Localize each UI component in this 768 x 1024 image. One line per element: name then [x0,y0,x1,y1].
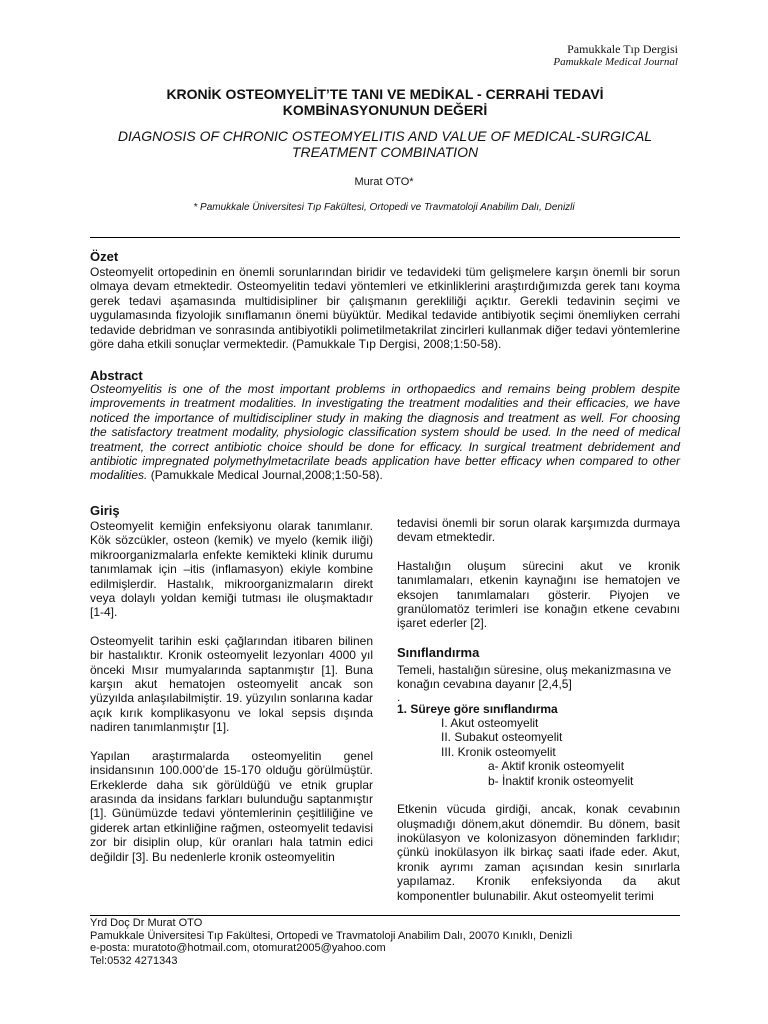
right-column [397,516,680,903]
journal-name-en: Pamukkale Medical Journal [553,56,678,68]
abstract-text [90,382,680,483]
abstract-heading: Abstract [90,368,143,383]
giris-paragraph-1: Osteomyelit kemiğin enfeksiyonu olarak tanımlanır. Kök sözcükler, osteon (kemik) ve myelo (kemik iliği) mikroorganizmalarla enfekte kemikteki klinik durumu tanımlamak için –itis (inflamasyon) ekiyle kombine edilmişlerdir. Hastalık, mikroorganizmaların direkt veya dolaylı yoldan kemiği tutması ile oluşmaktadır [1-4]. [90,519,373,620]
list-subitem: b- İnaktif kronik osteomyelit [488,773,634,788]
siniflandirma-paragraph: Etkenin vücuda girdiği, ancak, konak cevabının oluşmadığı dönem,akut dönemdir. Bu dönem, basit inokülasyon ve kolonizasyon döneminden farklıdır; çünkü inokülasyon ilk birkaç saati ifade eder. Akut, kronik ayrımı zaman açısından kesin sınırlarla yapılamaz. Kronik enfeksiyonda da akut komponentler bulunabilir. Akut osteomyelit terimi [397,802,680,903]
list-item: I. Akut osteomyelit [441,716,539,731]
footer-address: Pamukkale Üniversitesi Tıp Fakültesi, Ortopedi ve Travmatoloji Anabilim Dalı, 20070 Kınıklı, Denizli [90,929,573,942]
left-column [90,519,373,878]
siniflandirma-heading: Sınıflandırma [397,644,480,660]
siniflandirma-intro: Temeli, hastalığın süresine, oluş mekanizmasına ve konağın cevabına dayanır [2,4,5] [397,662,672,692]
ozet-text: Osteomyelit ortopedinin en önemli sorunlarından biridir ve tedavideki tüm gelişmelere karşın önemli bir sorun olmaya devam etmektedir. Osteomyelitin tedavi yöntemleri ve etkinliklerini araştırdığımızda gerek tanı koyma gerek tedavi aşamasında multidisipliner bir çalışmanın gerekliliği açıktır. Gerekli tedavinin seçimi ve uygulamasında fizyolojik sınıflamanın önemi büyüktür. Medikal tedavide antibiyotik seçimi önemliyken cerrahi tedavide debridman ve sonrasında antibiyotikli polimetilmetakrilat zincirleri kullanmak diğer tedavi yöntemlerine göre daha etkili sonuçlar vermektedir. (Pamukkale Tıp Dergisi, 2008;1:50-58). [90,265,680,352]
article-title-english: DIAGNOSIS OF CHRONIC OSTEOMYELITIS AND VALUE OF MEDICAL-SURGICAL TREATMENT COMBINATION [117,128,653,160]
correspondence-footer [90,917,572,967]
abstract-citation: (Pamukkale Medical Journal,2008;1:50-58). [147,468,383,483]
header-divider [90,237,680,238]
giris-paragraph-5: Hastalığın oluşum sürecini akut ve kronik tanımlamaları, etkenin kaynağını ise hematojen ve eksojen tanımlamaları gösterir. Piyojen ve granülomatöz terimleri ise konağın etkene cevabını işaret ederler [2]. [397,558,680,631]
giris-paragraph-4: tedavisi önemli bir sorun olarak karşımızda durmaya devam etmektedir. [397,516,680,545]
giris-heading: Giriş [90,503,120,518]
list-item: II. Subakut osteomyelit [441,730,563,745]
journal-name-tr: Pamukkale Tıp Dergisi [567,42,678,56]
author-name: Murat OTO* [354,176,414,188]
giris-paragraph-3: Yapılan araştırmalarda osteomyelitin genel insidansının 100.000’de 15-170 olduğu görülmüştür. Erkeklerde daha sık görüldüğü ve etnik gruplar arasında da insidans farkları bulunduğu saptanmıştır [1]. Günümüzde tedavi yöntemlerinin çeşitliliğine ve giderek artan etkinliğine rağmen, osteomyelit tedavisi zor bir disiplin olup, kür oranları hala tatmin edici değildir [3]. Bu nedenlerle kronik osteomyelitin [90,748,373,864]
footer-divider [90,915,680,916]
journal-header [553,42,678,69]
footer-author: Yrd Doç Dr Murat OTO [90,917,203,929]
author-affiliation: * Pamukkale Üniversitesi Tıp Fakültesi, Ortopedi ve Travmatoloji Anabilim Dalı, Denizli [193,202,575,213]
list-item: III. Kronik osteomyelit [441,744,556,759]
list-title: 1. Süreye göre sınıflandırma [397,701,558,716]
list-subitem: a- Aktif kronik osteomyelit [488,759,625,774]
siniflandirma-dot: . [397,689,401,704]
footer-email: e-posta: muratoto@hotmail.com, otomurat2005@yahoo.com [90,942,386,955]
footer-phone: Tel:0532 4271343 [90,954,178,967]
classification-list [397,702,680,788]
abstract-text-italic: Osteomyelitis is one of the most important problems in orthopaedics and remains being problem despite improvements in treatment modalities. In investigating the treatment modalities and their efficacies, we have noticed the importance of multidiscipliner study in making the diagnosis and treatment as well. For choosing the satisfactory treatment modality, physiologic classification system should be used. In the need of medical treatment, the correct antibiotic choice should be done for efficacy. In surgical treatment debridement and antibiotic impregnated polymethylmetacrilate beads application have better efficacy when compared to other modalities. [90,382,680,483]
giris-paragraph-2: Osteomyelit tarihin eski çağlarından itibaren bilinen bir hastalıktır. Kronik osteomyelit lezyonları 4000 yıl önceki Mısır mumyalarında saptanmıştır [1]. Buna karşın akut hematojen osteomyelit ancak son yüzyılda anlaşılabilmiştir. 19. yüzyılın sonlarına kadar açık kırık komplikasyonu ve lokal sepsis dışında nadiren tanımlanmıştır [1]. [90,633,373,735]
ozet-heading: Özet [90,249,119,264]
article-title-turkish: KRONİK OSTEOMYELİT’TE TANI VE MEDİKAL - CERRAHİ TEDAVİ KOMBİNASYONUNUN DEĞERİ [166,86,604,118]
